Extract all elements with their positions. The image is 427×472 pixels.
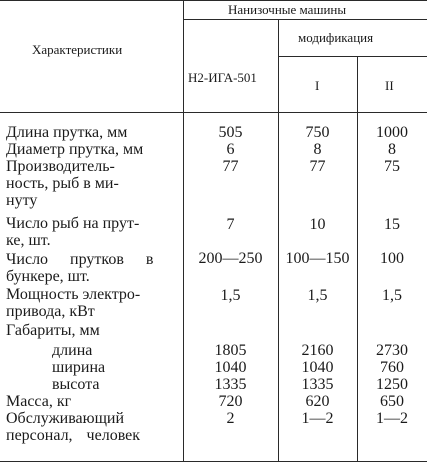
- row-2-label: Диаметр прутка, мм: [6, 141, 144, 158]
- table-rule-bottom: [0, 461, 427, 462]
- row-11-val-mod1: 620: [305, 393, 330, 410]
- row-2-val-mod1: 8: [313, 141, 322, 158]
- row-5-val-mod2: 100: [380, 250, 404, 267]
- row-5-label-line-2: бункере, шт.: [6, 268, 90, 285]
- row-12-val-mod2: 1—2: [376, 410, 408, 427]
- group-rule: [183, 19, 427, 20]
- row-9-label: ширина: [52, 359, 106, 376]
- header-model: Н2-ИГА-501: [188, 70, 257, 85]
- row-4-label-line-2: ке, шт.: [6, 232, 51, 249]
- header-rule-top: [0, 0, 427, 1]
- row-10-val-mod1: 1335: [301, 376, 334, 393]
- row-3-val-mod1: 77: [309, 158, 326, 175]
- row-9-val-mod1: 1040: [301, 359, 334, 376]
- header-characteristics: Характеристики: [32, 42, 123, 57]
- row-10-val-model: 1335: [214, 376, 247, 393]
- header-group: Нанизочные машины: [228, 2, 347, 17]
- row-12-label-line-1: Обслуживающий: [6, 410, 125, 427]
- row-1-val-mod2: 1000: [376, 124, 408, 141]
- header-rule-bottom: [0, 112, 427, 113]
- row-1-label: Длина прутка, мм: [6, 124, 128, 141]
- row-2-val-mod2: 8: [388, 141, 396, 158]
- row-8-val-mod2: 2730: [376, 342, 408, 359]
- row-12-label-line-2: персонал, человек: [6, 427, 141, 444]
- header-mod1: I: [315, 78, 320, 93]
- row-4-val-mod1: 10: [309, 216, 326, 233]
- row-3-val-mod2: 75: [384, 158, 400, 175]
- row-5-val-mod1: 100—150: [285, 250, 350, 267]
- row-12-val-model: 2: [226, 410, 235, 427]
- row-7-label: Габариты, мм: [6, 322, 100, 339]
- row-11-val-model: 720: [218, 393, 243, 410]
- row-6-label-line-1: Мощность электро-: [6, 286, 141, 303]
- row-11-val-mod2: 650: [380, 393, 404, 410]
- row-6-val-model: 1,5: [220, 287, 241, 304]
- header-modifications: модификация: [298, 30, 374, 45]
- row-8-val-mod1: 2160: [301, 342, 334, 359]
- row-3-label-line-1: Производитель-: [6, 158, 115, 175]
- row-9-val-model: 1040: [214, 359, 247, 376]
- row-5-label-line-1: Число прутков в: [6, 251, 154, 268]
- modifications-rule: [278, 56, 427, 57]
- row-4-val-mod2: 15: [384, 216, 400, 233]
- row-10-val-mod2: 1250: [376, 376, 408, 393]
- row-8-label: длина: [52, 342, 93, 359]
- row-6-val-mod1: 1,5: [307, 287, 328, 304]
- row-4-label-line-1: Число рыб на прут-: [6, 215, 140, 232]
- row-4-val-model: 7: [226, 216, 235, 233]
- row-6-val-mod2: 1,5: [382, 287, 402, 304]
- row-9-val-mod2: 760: [380, 359, 404, 376]
- header-mod2: II: [385, 78, 394, 93]
- row-2-val-model: 6: [226, 141, 235, 158]
- row-5-val-model: 200—250: [198, 250, 263, 267]
- row-1-val-model: 505: [218, 124, 243, 141]
- row-3-label-line-2: ность, рыб в ми-: [6, 175, 119, 192]
- row-6-label-line-2: привода, кВт: [6, 303, 95, 320]
- row-10-label: высота: [52, 376, 100, 393]
- row-3-val-model: 77: [222, 158, 239, 175]
- row-12-val-mod1: 1—2: [301, 410, 334, 427]
- row-8-val-model: 1805: [214, 342, 247, 359]
- row-1-val-mod1: 750: [305, 124, 330, 141]
- row-11-label: Масса, кг: [6, 393, 72, 410]
- row-3-label-line-3: нуту: [6, 192, 38, 209]
